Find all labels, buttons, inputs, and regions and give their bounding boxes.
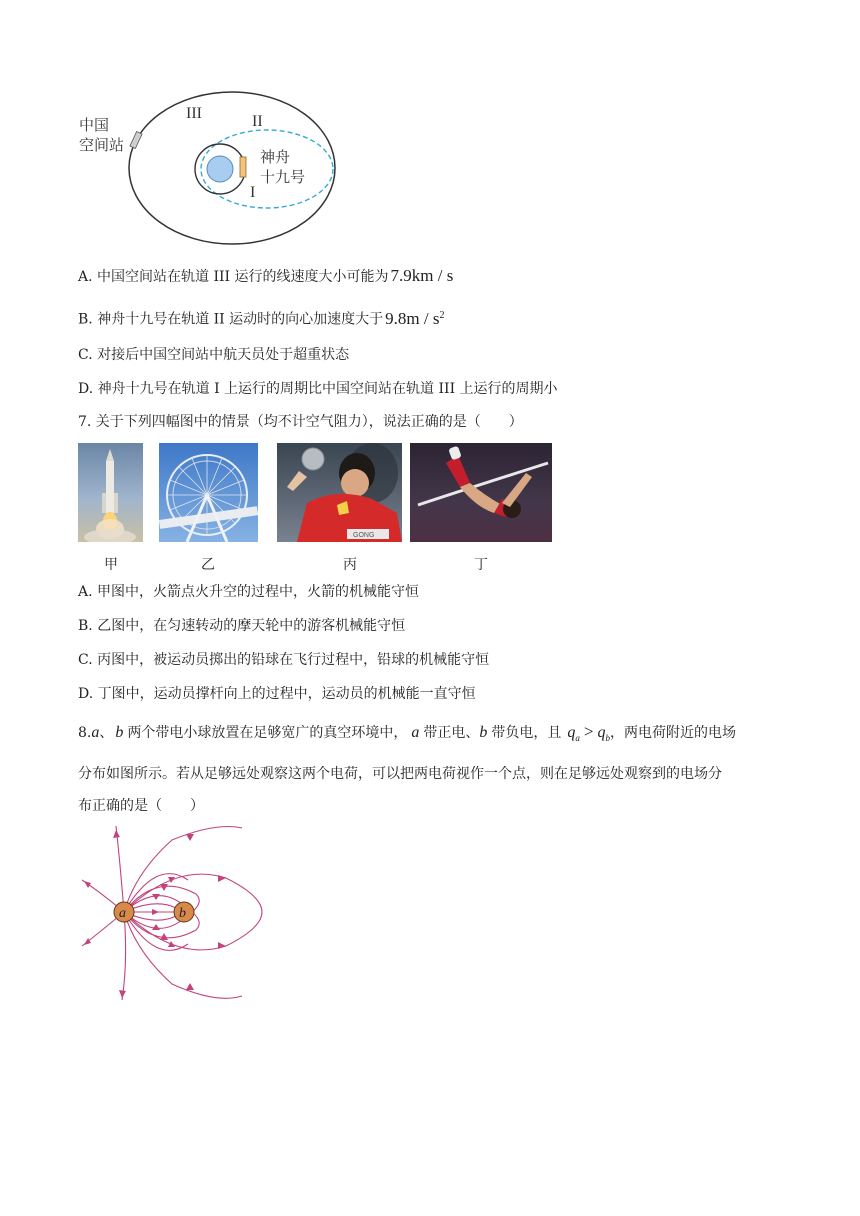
- spacecraft-icon: [240, 157, 246, 177]
- q6-option-b: [78, 306, 444, 330]
- field-lines: [82, 826, 262, 1000]
- q6-option-b-math: 9.8m / s: [385, 308, 440, 328]
- field-diagram: [76, 822, 266, 1004]
- q7-option-b: B. 乙图中，在匀速转动的摩天轮中的游客机械能守恒: [78, 618, 406, 634]
- q6-option-b-sup: 2: [439, 310, 445, 321]
- q8-sep: 、: [99, 725, 114, 741]
- ship-label-1: 神舟: [260, 148, 291, 166]
- q8-num: 8.: [78, 725, 92, 741]
- q8-var-b2: b: [479, 724, 488, 741]
- rocket-body-icon: [106, 461, 114, 513]
- q8-text-4: 带负电，且: [491, 725, 562, 741]
- q8-text-5: ，两电荷附近的电场: [609, 725, 736, 741]
- q8-stem-line1: [78, 722, 736, 748]
- caption-yi: 乙: [201, 557, 215, 573]
- q8-stem-line2: 分布如图所示。若从足够远处观察这两个电荷，可以把两电荷视作一个点，则在足够远处观察到的电场分: [78, 766, 722, 782]
- space-station-icon: [130, 131, 142, 148]
- q6-option-a-math: 7.9km / s: [390, 266, 454, 285]
- orbit-diagram: [70, 88, 370, 253]
- photo-rocket: [78, 443, 143, 542]
- q8-q-a: $q_a$: [567, 724, 580, 744]
- q8-stem-line3: 布正确的是（ ）: [78, 798, 204, 814]
- orbit-I-label: I: [250, 184, 256, 201]
- station-label-2: 空间站: [79, 136, 125, 154]
- photo-shot-put: [277, 443, 402, 542]
- jersey-text: GONG: [353, 532, 375, 539]
- charge-a-label: a: [119, 906, 126, 921]
- q8-var-a: a: [91, 724, 100, 741]
- q7-option-a: A. 甲图中，火箭点火升空的过程中，火箭的机械能守恒: [78, 584, 420, 600]
- orbit-III-label: III: [186, 105, 202, 122]
- caption-ding: 丁: [474, 557, 488, 573]
- q6-option-b-text: B. 神舟十九号在轨道 II 运动时的向心加速度大于: [78, 311, 384, 328]
- q8-q-b: $q_b$: [597, 724, 610, 744]
- ship-label-2: 十九号: [260, 168, 306, 186]
- station-label-1: 中国: [79, 116, 110, 134]
- photo-pole-vault: [410, 443, 552, 542]
- q7-stem: 7. 关于下列四幅图中的情景（均不计空气阻力），说法正确的是（ ）: [78, 414, 523, 430]
- q6-option-a: [78, 266, 453, 287]
- field-arrows: [84, 830, 226, 998]
- photo-ferris-wheel: [159, 443, 258, 542]
- q7-option-c: C. 丙图中，被运动员掷出的铅球在飞行过程中，铅球的机械能守恒: [78, 652, 490, 668]
- q8-text-3: 带正电、: [423, 725, 480, 741]
- earth-icon: [207, 156, 233, 182]
- q6-option-d: D. 神舟十九号在轨道 I 上运行的周期比中国空间站在轨道 III 上运行的周期小: [78, 381, 558, 397]
- q6-option-a-text: A. 中国空间站在轨道 III 运行的线速度大小可能为: [78, 269, 389, 285]
- q8-var-b: b: [115, 724, 124, 741]
- q7-option-d: D. 丁图中，运动员撑杆向上的过程中，运动员的机械能一直守恒: [78, 686, 476, 702]
- orbit-figure: [70, 88, 370, 253]
- electric-field-diagram: [76, 822, 266, 1004]
- q8-var-a2: a: [411, 724, 420, 741]
- orbit-II-label: II: [252, 113, 263, 130]
- q8-gt: >: [583, 722, 594, 741]
- caption-jia: 甲: [104, 557, 118, 573]
- charge-b-label: b: [179, 906, 186, 921]
- caption-bing: 丙: [343, 557, 357, 573]
- shot-ball-icon: [302, 448, 324, 470]
- q8-text-2: 两个带电小球放置在足够宽广的真空环境中，: [127, 725, 408, 741]
- q6-option-c: C. 对接后中国空间站中航天员处于超重状态: [78, 347, 350, 363]
